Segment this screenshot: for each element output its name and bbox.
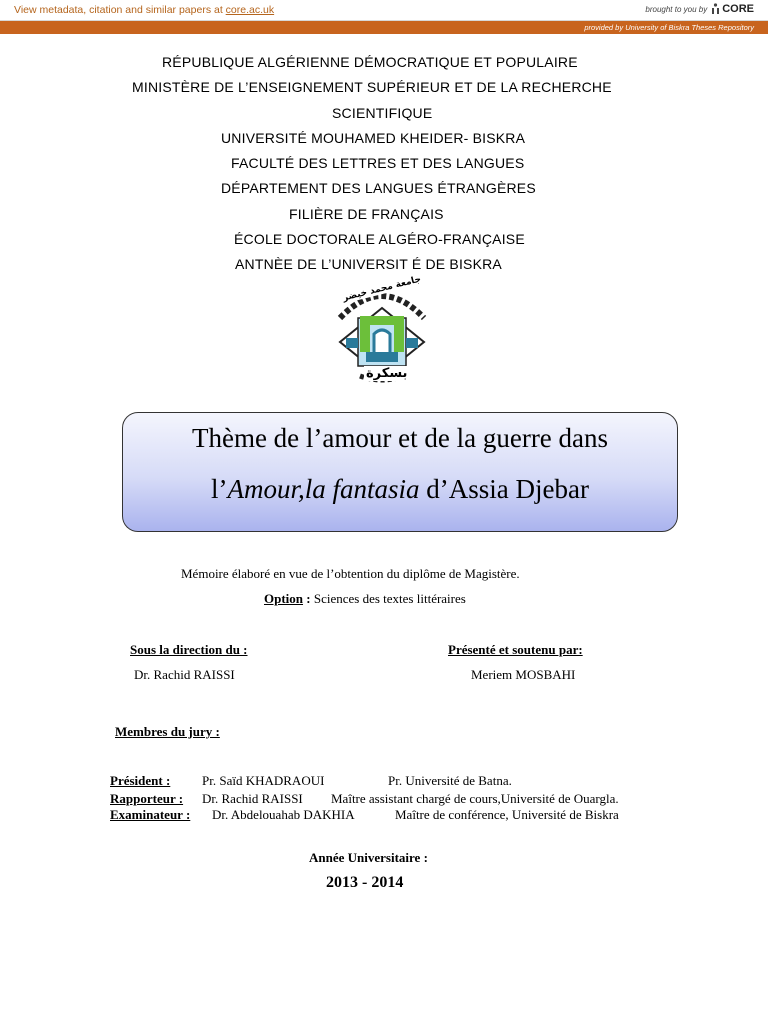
- jury-name-rapporteur: Dr. Rachid RAISSI: [202, 791, 303, 806]
- title-italic: Amour,la fantasia: [227, 474, 420, 504]
- thesis-title-line-2: [123, 474, 677, 505]
- header-line-1: RÉPUBLIQUE ALGÉRIENNE DÉMOCRATIQUE ET POPULAIRE: [162, 54, 578, 70]
- title-prefix: l’: [211, 474, 228, 504]
- header-line-8: ÉCOLE DOCTORALE ALGÉRO-FRANÇAISE: [234, 231, 525, 247]
- core-link-prefix: View metadata, citation and similar papers at: [14, 4, 226, 16]
- jury-role-rapporteur: Rapporteur :: [110, 791, 184, 806]
- jury-role-examinateur: Examinateur :: [110, 807, 191, 822]
- presente-name: Meriem MOSBAHI: [471, 667, 576, 682]
- option-line: [264, 591, 466, 607]
- thesis-title-box: [122, 412, 678, 532]
- annee-label: Année Universitaire :: [309, 850, 428, 865]
- option-label: Option: [264, 591, 304, 606]
- header-line-9: ANTNÈE DE L’UNIVERSIT É DE BISKRA: [235, 256, 502, 272]
- jury-title-rapporteur: Maître assistant chargé de cours,Université de Ouargla.: [331, 791, 619, 806]
- annee-value: 2013 - 2014: [326, 874, 404, 891]
- header-line-4: UNIVERSITÉ MOUHAMED KHEIDER- BISKRA: [221, 130, 526, 146]
- core-brought-text: brought to you by: [645, 4, 708, 14]
- presente-label: Présenté et soutenu par:: [448, 642, 583, 657]
- logo-arabic-bottom: بسكرة: [366, 366, 408, 381]
- header-line-6: DÉPARTEMENT DES LANGUES ÉTRANGÈRES: [221, 180, 536, 196]
- core-logo[interactable]: [711, 3, 754, 15]
- core-link-anchor[interactable]: core.ac.uk: [225, 4, 275, 16]
- jury-title-president: Pr. Université de Batna.: [388, 773, 512, 788]
- core-logo-icon: [711, 3, 720, 15]
- header-line-5: FACULTÉ DES LETTRES ET DES LANGUES: [231, 155, 525, 171]
- thesis-title-line-1: Thème de l’amour et de la guerre dans: [191, 423, 609, 453]
- logo-arabic-top: جامعة محمد خيضر: [341, 274, 423, 304]
- direction-label: Sous la direction du :: [130, 642, 248, 657]
- header-line-7: FILIÈRE DE FRANÇAIS: [289, 206, 444, 222]
- memoire-text: Mémoire élaboré en vue de l’obtention du diplôme de Magistère.: [181, 566, 520, 581]
- title-suffix: d’Assia Djebar: [419, 474, 589, 504]
- header-line-3: SCIENTIFIQUE: [332, 105, 433, 121]
- jury-heading: Membres du jury :: [115, 724, 220, 739]
- option-value: Sciences des textes littéraires: [313, 591, 466, 606]
- jury-name-president: Pr. Saïd KHADRAOUI: [202, 773, 325, 788]
- direction-name: Dr. Rachid RAISSI: [134, 667, 235, 682]
- core-logo-text: CORE: [722, 3, 754, 15]
- core-brought-by: [645, 3, 754, 15]
- core-metadata-link[interactable]: [14, 4, 274, 16]
- core-provided-source: University of Biskra Theses Repository: [623, 23, 754, 32]
- core-provided-by[interactable]: [584, 23, 754, 32]
- university-logo: [330, 274, 434, 386]
- core-provided-prefix: provided by: [584, 23, 624, 32]
- header-line-2: MINISTÈRE DE L’ENSEIGNEMENT SUPÉRIEUR ET DE LA RECHERCHE: [132, 79, 612, 95]
- jury-title-examinateur: Maître de conférence, Université de Biskra: [395, 807, 619, 822]
- option-sep: :: [303, 591, 314, 606]
- jury-name-examinateur: Dr. Abdelouahab DAKHIA: [212, 807, 355, 822]
- jury-role-president: Président :: [110, 773, 171, 788]
